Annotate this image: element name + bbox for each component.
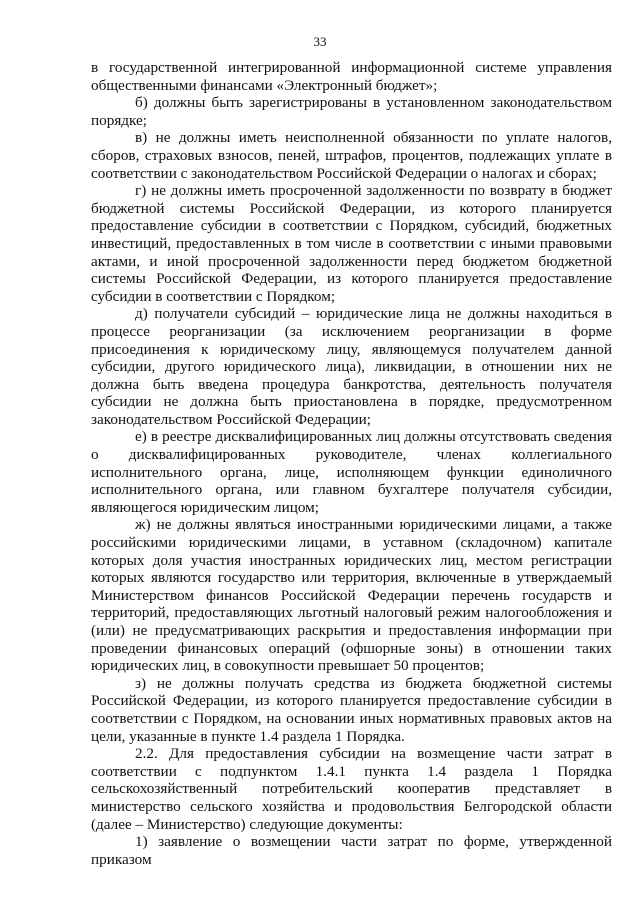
paragraph-section-2-2: 2.2. Для предоставления субсидии на возмещение части затрат в соответствии с подпунктом 1.4.1 пункта 1.4 раздела 1 Порядка сельскохозяйственный потребительский кооператив представляет в министерство сельского хозяйства и продовольствия Белгородской области (далее – Министерство) следующие документы: xyxy=(91,745,612,833)
paragraph-item-v: в) не должны иметь неисполненной обязанности по уплате налогов, сборов, страховых взносов, пеней, штрафов, процентов, подлежащих уплате в соответствии с законодательством Российской Федерации о налогах и сборах; xyxy=(91,129,612,182)
page-number: 33 xyxy=(313,34,327,49)
paragraph-item-e: е) в реестре дисквалифицированных лиц должны отсутствовать сведения о дисквалифицированных руководителе, членах коллегиального исполнительного органа, лице, исполняющем функции единоличного исполнительного органа, или главном бухгалтере получателя субсидии, являющегося юридическим лицом; xyxy=(91,428,612,516)
paragraph-document-1: 1) заявление о возмещении части затрат по форме, утвержденной приказом xyxy=(91,833,612,868)
paragraph-item-zh: ж) не должны являться иностранными юридическими лицами, а также российскими юридическими лицами, в уставном (складочном) капитале которых доля участия иностранных юридических лиц, местом регистрации которых являются государство или территория, включенные в утверждаемый Министерством финансов Российской Федерации перечень государств и территорий, предоставляющих льготный налоговый режим налогообложения и (или) не предусматривающих раскрытия и предоставления информации при проведении финансовых операций (офшорные зоны) в отношении таких юридических лиц, в совокупности превышает 50 процентов; xyxy=(91,516,612,675)
document-body xyxy=(91,59,612,868)
paragraph-item-g: г) не должны иметь просроченной задолженности по возврату в бюджет бюджетной системы Российской Федерации, из которого планируется предоставление субсидии в соответствии с Порядком, субсидий, бюджетных инвестиций, предоставленных в том числе в соответствии с иными правовыми актами, и иной просроченной задолженности перед бюджетом бюджетной системы Российской Федерации, из которого планируется предоставление субсидии в соответствии с Порядком; xyxy=(91,182,612,305)
paragraph-item-d: д) получатели субсидий – юридические лица не должны находиться в процессе реорганизации (за исключением реорганизации в форме присоединения к юридическому лицу, являющемуся получателем данной субсидии, другого юридического лица), ликвидации, в отношении них не должна быть введена процедура банкротства, деятельность получателя субсидии не должна быть приостановлена в порядке, предусмотренном законодательством Российской Федерации; xyxy=(91,305,612,428)
paragraph-continuation: в государственной интегрированной информационной системе управления общественными финансами «Электронный бюджет»; xyxy=(91,59,612,94)
paragraph-item-b: б) должны быть зарегистрированы в установленном законодательством порядке; xyxy=(91,94,612,129)
paragraph-item-z: з) не должны получать средства из бюджета бюджетной системы Российской Федерации, из которого планируется предоставление субсидии в соответствии с Порядком, на основании иных нормативных правовых актов на цели, указанные в пункте 1.4 раздела 1 Порядка. xyxy=(91,674,612,745)
